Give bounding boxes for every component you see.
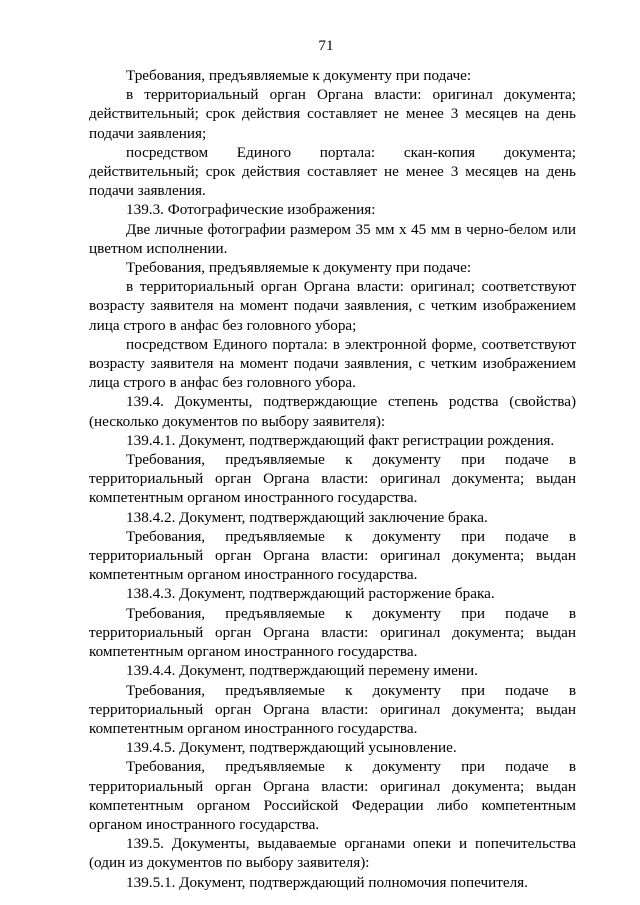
requirements-paragraph: Требования, предъявляемые к документу при подаче в территориальный орган Органа власти: оригинал документа; выдан компетентным органом Российской Федерации либо компетентным органом иностранного государства. bbox=[89, 758, 576, 833]
requirements-paragraph: Требования, предъявляемые к документу при подаче в территориальный орган Органа власти: оригинал документа; выдан компетентным органом иностранного государства. bbox=[89, 527, 576, 584]
page-number: 71 bbox=[318, 37, 334, 54]
section-139-4-4: 139.4.4. Документ, подтверждающий перемену имени. bbox=[126, 662, 478, 680]
paragraph-photos: Две личные фотографии размером 35 мм х 45 мм в черно-белом или цветном исполнении. bbox=[89, 220, 576, 257]
section-139-4-1: 139.4.1. Документ, подтверждающий факт регистрации рождения. bbox=[126, 431, 555, 449]
requirements-paragraph: Требования, предъявляемые к документу при подаче в территориальный орган Органа власти: оригинал документа; выдан компетентным органом иностранного государства. bbox=[89, 604, 576, 661]
section-138-4-2: 138.4.2. Документ, подтверждающий заключение брака. bbox=[126, 508, 488, 526]
paragraph-territorial-original: в территориальный орган Органа власти: оригинал документа; действительный; срок действия составляет не менее 3 месяцев на день подачи заявления; bbox=[89, 86, 576, 142]
requirements-heading: Требования, предъявляемые к документу при подаче: bbox=[126, 259, 472, 277]
section-139-5: 139.5. Документы, выдаваемые органами опеки и попечительства (один из документов по выбору заявителя): bbox=[89, 835, 576, 872]
section-139-4-5: 139.4.5. Документ, подтверждающий усыновление. bbox=[126, 739, 457, 757]
requirements-heading: Требования, предъявляемые к документу при подаче: bbox=[126, 67, 472, 84]
section-139-5-1: 139.5.1. Документ, подтверждающий полномочия попечителя. bbox=[126, 873, 528, 891]
page-body bbox=[89, 66, 576, 892]
section-139-3: 139.3. Фотографические изображения: bbox=[126, 201, 376, 219]
paragraph-portal-photo: посредством Единого портала: в электронной форме, соответствуют возрасту заявителя на момент подачи заявления, с четким изображением лица строго в анфас без головного убора. bbox=[89, 335, 576, 392]
requirements-paragraph: Требования, предъявляемые к документу при подаче в территориальный орган Органа власти: оригинал документа; выдан компетентным органом иностранного государства. bbox=[89, 451, 576, 507]
paragraph-territorial-photo: в территориальный орган Органа власти: оригинал; соответствуют возрасту заявителя на момент подачи заявления, с четким изображением лица строго в анфас без головного убора; bbox=[89, 278, 576, 334]
section-139-4: 139.4. Документы, подтверждающие степень родства (свойства) (несколько документов по выбору заявителя): bbox=[89, 393, 576, 430]
paragraph-portal-scan: посредством Единого портала: скан-копия документа; действительный; срок действия составляет не менее 3 месяцев на день подачи заявления. bbox=[89, 143, 576, 200]
section-138-4-3: 138.4.3. Документ, подтверждающий расторжение брака. bbox=[126, 585, 495, 603]
requirements-paragraph: Требования, предъявляемые к документу при подаче в территориальный орган Органа власти: оригинал документа; выдан компетентным органом иностранного государства. bbox=[89, 681, 576, 737]
